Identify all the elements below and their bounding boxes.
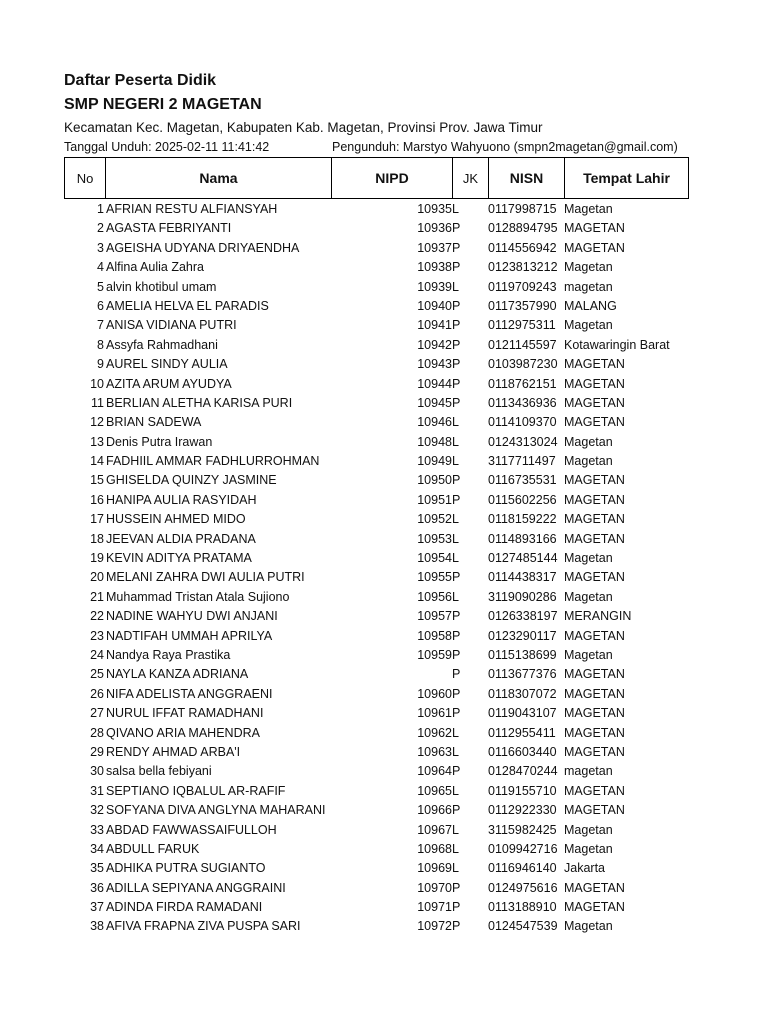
student-nipd: 10960	[417, 686, 452, 701]
student-gender: P	[452, 764, 461, 779]
student-nipd: 10966	[417, 803, 452, 818]
header-no: No	[65, 158, 106, 199]
student-nisn: 0115138699	[488, 647, 557, 662]
student-gender: L	[452, 822, 459, 837]
student-gender: L	[452, 841, 459, 856]
student-nipd: 10958	[417, 628, 452, 643]
student-nipd: 10944	[417, 376, 452, 391]
student-nipd: 10972	[417, 919, 452, 934]
student-nisn: 0112922330	[488, 803, 557, 818]
student-name: ABDAD FAWWASSAIFULLOH	[106, 822, 277, 837]
student-nipd: 10961	[417, 706, 452, 721]
table-row	[0, 530, 768, 549]
student-birthplace: MAGETAN	[564, 706, 625, 721]
table-row	[0, 898, 768, 917]
header-nisn: NISN	[489, 158, 565, 199]
student-name: ANISA VIDIANA PUTRI	[106, 318, 237, 333]
student-gender: L	[452, 725, 459, 740]
student-nisn: 0109942716	[488, 841, 558, 856]
student-gender: L	[452, 202, 459, 216]
student-birthplace: Magetan	[564, 318, 613, 333]
row-number: 7	[97, 318, 104, 333]
student-gender: P	[452, 318, 461, 333]
student-name: Alfina Aulia Zahra	[106, 260, 204, 275]
student-gender: P	[452, 240, 461, 255]
table-row	[0, 859, 768, 878]
student-nisn: 0112975311	[488, 318, 556, 333]
student-gender: L	[452, 279, 459, 294]
row-number: 38	[90, 919, 104, 934]
row-number: 30	[90, 764, 104, 779]
table-row	[0, 743, 768, 762]
row-number: 29	[90, 744, 104, 759]
student-nisn: 0119709243	[488, 279, 557, 294]
row-number: 14	[90, 454, 104, 469]
student-gender: L	[452, 744, 459, 759]
student-gender: P	[452, 337, 461, 352]
download-date: Tanggal Unduh: 2025-02-11 11:41:42	[64, 140, 270, 154]
student-nipd: 10943	[417, 357, 452, 372]
student-birthplace: MAGETAN	[564, 492, 625, 507]
row-number: 33	[90, 822, 104, 837]
student-name: salsa bella febiyani	[106, 764, 212, 779]
student-nisn: 3119090286	[488, 589, 557, 604]
student-nisn: 0114893166	[488, 531, 557, 546]
student-nisn: 0119155710	[488, 783, 557, 798]
row-number: 31	[90, 783, 104, 798]
student-gender: P	[452, 298, 461, 313]
row-number: 10	[90, 376, 104, 391]
row-number: 37	[90, 900, 104, 915]
student-birthplace: MAGETAN	[564, 395, 625, 410]
row-number: 36	[90, 880, 104, 895]
table-row	[0, 646, 768, 665]
student-nisn: 0124975616	[488, 880, 558, 895]
student-nipd: 10954	[417, 551, 452, 566]
table-row	[0, 665, 768, 684]
student-nipd: 10939	[417, 279, 452, 294]
student-gender: P	[452, 900, 461, 915]
student-birthplace: MAGETAN	[564, 803, 625, 818]
row-number: 11	[91, 395, 104, 410]
student-gender: P	[452, 667, 461, 682]
school-name: SMP NEGERI 2 MAGETAN	[64, 96, 262, 113]
student-nisn: 0117998715	[488, 202, 557, 216]
student-nisn: 0117357990	[488, 298, 557, 313]
row-number: 32	[90, 803, 104, 818]
student-gender: P	[452, 628, 461, 643]
student-birthplace: MAGETAN	[564, 667, 625, 682]
student-list	[0, 200, 768, 937]
student-name: NADINE WAHYU DWI ANJANI	[106, 609, 278, 624]
table-row	[0, 355, 768, 374]
row-number: 8	[97, 337, 104, 352]
student-nisn: 0113677376	[488, 667, 557, 682]
student-nisn: 0114109370	[488, 415, 557, 430]
student-birthplace: MAGETAN	[564, 221, 625, 236]
student-nipd: 10936	[417, 221, 452, 236]
table-row	[0, 452, 768, 471]
student-name: AGASTA FEBRIYANTI	[106, 221, 232, 236]
student-name: Muhammad Tristan Atala Sujiono	[106, 589, 290, 604]
row-number: 19	[90, 551, 104, 566]
student-nipd: 10953	[417, 531, 452, 546]
table-row	[0, 724, 768, 743]
student-gender: L	[452, 589, 459, 604]
student-nisn: 0114438317	[488, 570, 557, 585]
student-name: QIVANO ARIA MAHENDRA	[106, 725, 260, 740]
table-row	[0, 627, 768, 646]
student-nisn: 0113188910	[488, 900, 557, 915]
table-row	[0, 588, 768, 607]
student-nisn: 0124313024	[488, 434, 558, 449]
student-gender: P	[452, 492, 461, 507]
table-row	[0, 549, 768, 568]
row-number: 5	[97, 279, 104, 294]
student-nisn: 0113436936	[488, 395, 557, 410]
student-nisn: 0116946140	[488, 861, 557, 876]
student-name: ADINDA FIRDA RAMADANI	[106, 900, 263, 915]
header-nipd: NIPD	[332, 158, 453, 199]
student-nipd: 10971	[417, 900, 452, 915]
student-birthplace: MAGETAN	[564, 376, 625, 391]
row-number: 4	[97, 260, 104, 275]
student-gender: P	[452, 395, 461, 410]
student-nisn: 0123813212	[488, 260, 558, 275]
table-row	[0, 278, 768, 297]
student-gender: P	[452, 376, 461, 391]
student-name: AFRIAN RESTU ALFIANSYAH	[106, 202, 278, 216]
student-name: AMELIA HELVA EL PARADIS	[106, 298, 269, 313]
student-nipd: 10941	[417, 318, 452, 333]
row-number: 15	[90, 473, 104, 488]
table-row	[0, 840, 768, 859]
table-row	[0, 801, 768, 820]
student-name: GHISELDA QUINZY JASMINE	[106, 473, 277, 488]
table-row	[0, 258, 768, 277]
student-birthplace: Kotawaringin Barat	[564, 337, 670, 352]
student-gender: L	[452, 551, 459, 566]
table-row	[0, 219, 768, 238]
student-birthplace: MERANGIN	[564, 609, 632, 624]
student-gender: P	[452, 803, 461, 818]
table-row	[0, 413, 768, 432]
row-number: 6	[97, 298, 104, 313]
student-name: NIFA ADELISTA ANGGRAENI	[106, 686, 273, 701]
table-row	[0, 917, 768, 936]
student-gender: P	[452, 221, 461, 236]
student-birthplace: Magetan	[564, 822, 613, 837]
student-nipd: 10969	[417, 861, 452, 876]
row-number: 25	[90, 667, 104, 682]
student-nipd: 10945	[417, 395, 452, 410]
row-number: 12	[90, 415, 104, 430]
row-number: 20	[90, 570, 104, 585]
student-name: AZITA ARUM AYUDYA	[106, 376, 232, 391]
student-birthplace: Jakarta	[564, 861, 605, 876]
table-row	[0, 491, 768, 510]
table-row	[0, 782, 768, 801]
student-gender: P	[452, 647, 461, 662]
header-tempat-lahir: Tempat Lahir	[565, 158, 689, 199]
student-name: JEEVAN ALDIA PRADANA	[106, 531, 256, 546]
student-birthplace: Magetan	[564, 434, 613, 449]
student-birthplace: MAGETAN	[564, 725, 625, 740]
student-gender: P	[452, 919, 461, 934]
table-row	[0, 200, 768, 219]
student-nisn: 0124547539	[488, 919, 558, 934]
student-nipd: 10963	[417, 744, 452, 759]
student-name: Denis Putra Irawan	[106, 434, 213, 449]
student-name: Nandya Raya Prastika	[106, 647, 231, 662]
student-name: ADHIKA PUTRA SUGIANTO	[106, 861, 266, 876]
table-row	[0, 607, 768, 626]
table-row	[0, 375, 768, 394]
student-name: FADHIIL AMMAR FADHLURROHMAN	[106, 454, 320, 469]
student-gender: L	[452, 415, 459, 430]
student-name: AUREL SINDY AULIA	[106, 357, 228, 372]
student-nisn: 0121145597	[488, 337, 557, 352]
student-gender: P	[452, 473, 461, 488]
student-birthplace: MAGETAN	[564, 357, 625, 372]
student-birthplace: MAGETAN	[564, 628, 625, 643]
student-name: HUSSEIN AHMED MIDO	[106, 512, 246, 527]
row-number: 1	[97, 202, 104, 216]
student-nipd: 10964	[417, 764, 452, 779]
student-name: AGEISHA UDYANA DRIYAENDHA	[106, 240, 300, 255]
student-name: BRIAN SADEWA	[106, 415, 202, 430]
student-nipd: 10955	[417, 570, 452, 585]
student-nisn: 0118762151	[488, 376, 557, 391]
student-birthplace: Magetan	[564, 647, 613, 662]
student-birthplace: Magetan	[564, 260, 613, 275]
row-number: 9	[97, 357, 104, 372]
student-gender: P	[452, 706, 461, 721]
student-nipd: 10967	[417, 822, 452, 837]
row-number: 18	[90, 531, 104, 546]
student-gender: P	[452, 357, 461, 372]
table-row	[0, 685, 768, 704]
student-birthplace: Magetan	[564, 919, 613, 934]
student-nisn: 0118159222	[488, 512, 557, 527]
student-birthplace: MAGETAN	[564, 783, 625, 798]
student-gender: L	[452, 434, 459, 449]
row-number: 2	[97, 221, 104, 236]
student-name: MELANI ZAHRA DWI AULIA PUTRI	[106, 570, 305, 585]
student-gender: P	[452, 686, 461, 701]
table-row	[0, 821, 768, 840]
student-nipd: 10950	[417, 473, 452, 488]
student-gender: L	[452, 531, 459, 546]
document-title: Daftar Peserta Didik	[64, 72, 217, 89]
student-nisn: 0128894795	[488, 221, 558, 236]
student-birthplace: Magetan	[564, 202, 613, 216]
student-birthplace: MAGETAN	[564, 240, 625, 255]
student-nisn: 0114556942	[488, 240, 557, 255]
uploader-info: Pengunduh: Marstyo Wahyuono (smpn2magetan@gmail.com)	[332, 140, 678, 154]
student-nisn: 0112955411	[488, 725, 556, 740]
row-number: 17	[90, 512, 104, 527]
student-nisn: 0116735531	[488, 473, 557, 488]
student-nisn: 0126338197	[488, 609, 558, 624]
student-nisn: 0123290117	[488, 628, 557, 643]
student-birthplace: Magetan	[564, 589, 613, 604]
table-row	[0, 433, 768, 452]
student-nipd: 10952	[417, 512, 452, 527]
row-number: 28	[90, 725, 104, 740]
student-name: KEVIN ADITYA PRATAMA	[106, 551, 252, 566]
student-name: NAYLA KANZA ADRIANA	[106, 667, 249, 682]
student-name: NADTIFAH UMMAH APRILYA	[106, 628, 273, 643]
student-nipd: 10940	[417, 298, 452, 313]
row-number: 16	[90, 492, 104, 507]
student-gender: P	[452, 260, 461, 275]
student-nisn: 3117711497	[488, 454, 556, 469]
student-name: HANIPA AULIA RASYIDAH	[106, 492, 257, 507]
student-nipd: 10946	[417, 415, 452, 430]
row-number: 21	[90, 589, 104, 604]
student-birthplace: MAGETAN	[564, 531, 625, 546]
student-name: NURUL IFFAT RAMADHANI	[106, 706, 264, 721]
row-number: 27	[90, 706, 104, 721]
table-row	[0, 510, 768, 529]
student-nipd: 10942	[417, 337, 452, 352]
student-nisn: 0103987230	[488, 357, 558, 372]
row-number: 24	[90, 647, 104, 662]
row-number: 3	[97, 240, 104, 255]
student-nipd: 10938	[417, 260, 452, 275]
table-row	[0, 704, 768, 723]
student-name: SOFYANA DIVA ANGLYNA MAHARANI	[106, 803, 326, 818]
student-birthplace: MAGETAN	[564, 880, 625, 895]
row-number: 35	[90, 861, 104, 876]
table-row	[0, 239, 768, 258]
student-birthplace: MAGETAN	[564, 570, 625, 585]
region-line: Kecamatan Kec. Magetan, Kabupaten Kab. Magetan, Provinsi Prov. Jawa Timur	[64, 120, 543, 135]
table-row	[0, 336, 768, 355]
student-name: AFIVA FRAPNA ZIVA PUSPA SARI	[106, 919, 301, 934]
student-gender: P	[452, 880, 461, 895]
student-name: alvin khotibul umam	[106, 279, 217, 294]
header-nama: Nama	[106, 158, 332, 199]
student-nipd: 10951	[417, 492, 452, 507]
student-nipd: 10948	[417, 434, 452, 449]
student-birthplace: magetan	[564, 764, 613, 779]
student-gender: L	[452, 512, 459, 527]
student-nisn: 0116603440	[488, 744, 557, 759]
student-nipd: 10962	[417, 725, 452, 740]
student-nisn: 3115982425	[488, 822, 557, 837]
table-row	[0, 316, 768, 335]
student-nipd: 10949	[417, 454, 452, 469]
student-name: SEPTIANO IQBALUL AR-RAFIF	[106, 783, 286, 798]
student-birthplace: MAGETAN	[564, 744, 625, 759]
row-number: 22	[90, 609, 104, 624]
student-nisn: 0127485144	[488, 551, 558, 566]
student-nisn: 0115602256	[488, 492, 557, 507]
row-number: 26	[90, 686, 104, 701]
header-jk: JK	[453, 158, 489, 199]
table-row	[0, 394, 768, 413]
student-birthplace: MAGETAN	[564, 686, 625, 701]
student-nipd: 10968	[417, 841, 452, 856]
student-name: ADILLA SEPIYANA ANGGRAINI	[106, 880, 286, 895]
table-row	[0, 471, 768, 490]
student-nisn: 0118307072	[488, 686, 557, 701]
student-name: BERLIAN ALETHA KARISA PURI	[106, 395, 293, 410]
student-birthplace: Magetan	[564, 454, 613, 469]
student-nipd: 10935	[417, 202, 452, 216]
student-birthplace: MALANG	[564, 298, 617, 313]
student-nisn: 0128470244	[488, 764, 558, 779]
row-number: 34	[90, 841, 104, 856]
student-birthplace: magetan	[564, 279, 613, 294]
student-name: ABDULL FARUK	[106, 841, 200, 856]
row-number: 13	[90, 434, 104, 449]
student-birthplace: MAGETAN	[564, 415, 625, 430]
student-nipd: 10957	[417, 609, 452, 624]
table-row	[0, 762, 768, 781]
student-birthplace: MAGETAN	[564, 512, 625, 527]
student-birthplace: Magetan	[564, 841, 613, 856]
student-nipd: 10965	[417, 783, 452, 798]
table-row	[0, 568, 768, 587]
student-gender: P	[452, 570, 461, 585]
student-name: RENDY AHMAD ARBA'I	[106, 744, 241, 759]
student-nipd: 10959	[417, 647, 452, 662]
student-nipd: 10956	[417, 589, 452, 604]
table-row	[0, 297, 768, 316]
student-gender: P	[452, 609, 461, 624]
student-gender: L	[452, 861, 459, 876]
student-nipd: 10970	[417, 880, 452, 895]
student-nisn: 0119043107	[488, 706, 557, 721]
student-gender: L	[452, 454, 459, 469]
student-birthplace: Magetan	[564, 551, 613, 566]
row-number: 23	[90, 628, 104, 643]
table-header	[64, 157, 689, 199]
student-birthplace: MAGETAN	[564, 900, 625, 915]
table-row	[0, 879, 768, 898]
student-nipd: 10937	[417, 240, 452, 255]
student-birthplace: MAGETAN	[564, 473, 625, 488]
student-name: Assyfa Rahmadhani	[106, 337, 218, 352]
student-gender: L	[452, 783, 459, 798]
